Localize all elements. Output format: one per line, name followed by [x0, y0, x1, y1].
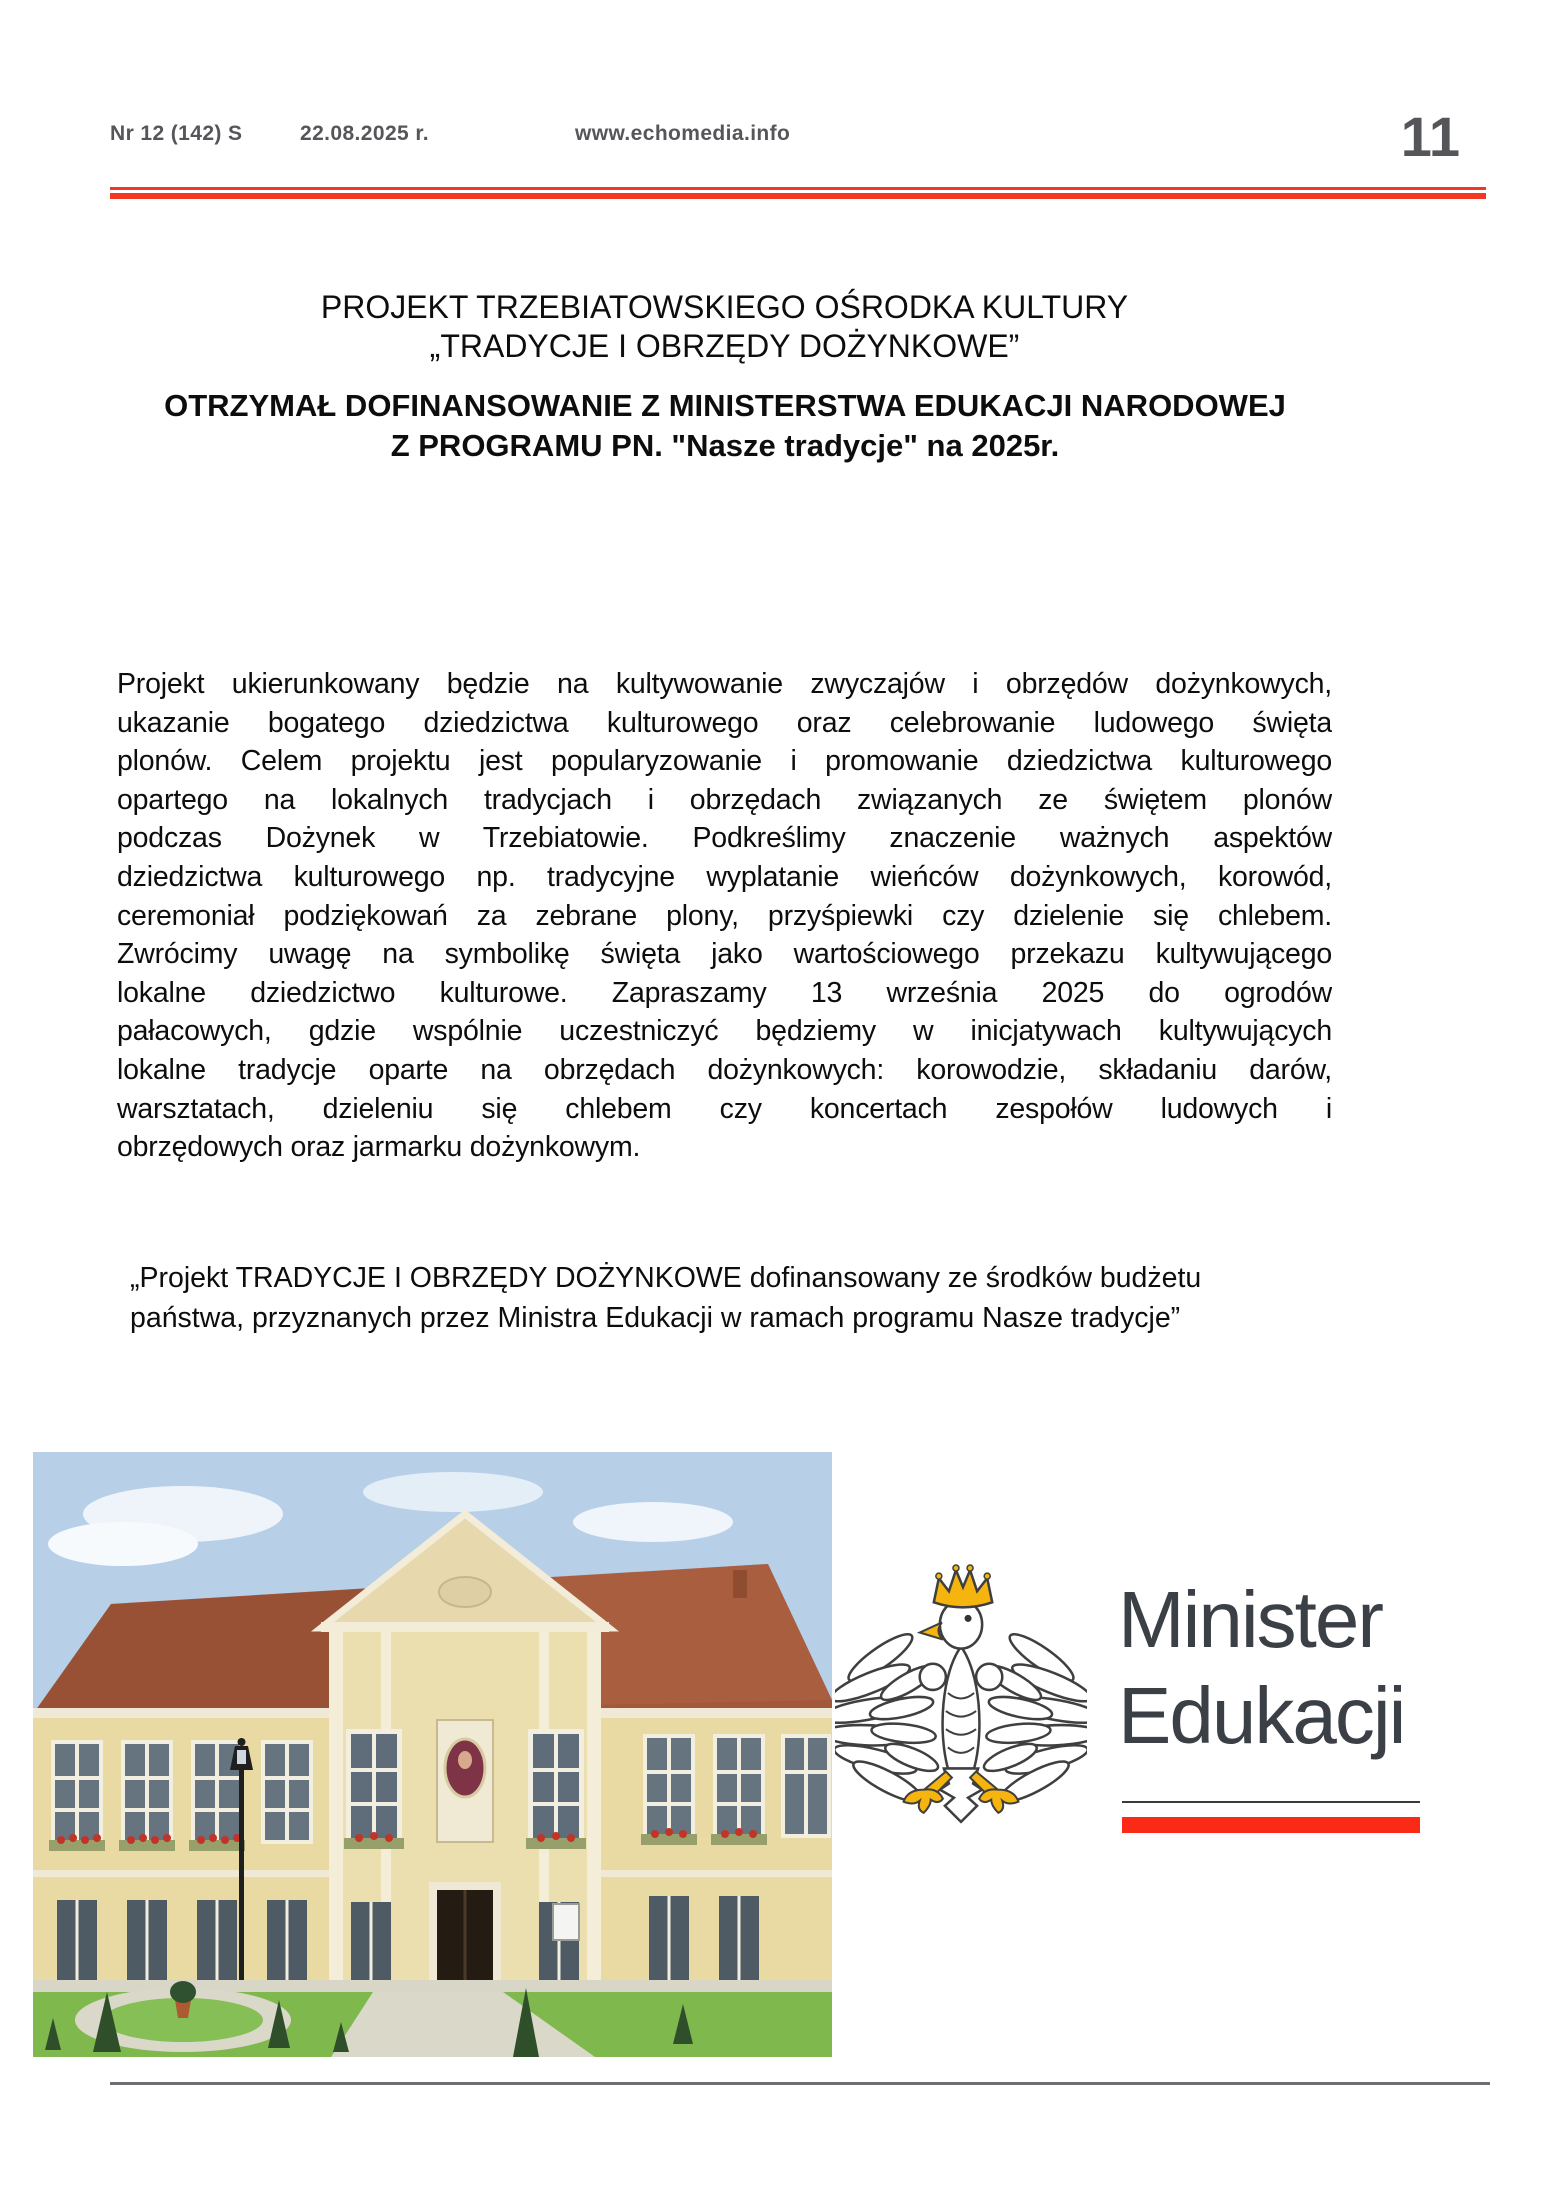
palace-photo-illustration	[33, 1452, 832, 2057]
body-line: opartego na lokalnych tradycjach i obrzędach związanych ze świętem plonów	[117, 783, 1332, 816]
body-line: podczas Dożynek w Trzebiatowie. Podkreślimy znaczenie ważnych aspektów	[117, 822, 1332, 855]
issue-number: Nr 12 (142) S	[110, 122, 243, 145]
ministry-logo	[835, 1560, 1455, 1840]
body-line: dziedzictwa kulturowego np. tradycyjne wyplatanie wieńców dożynkowych, korowód,	[117, 860, 1332, 893]
title-line-2: „TRADYCJE I OBRZĘDY DOŻYNKOWE”	[429, 328, 1020, 364]
bottom-rule	[110, 2082, 1490, 2085]
website-url: www.echomedia.info	[575, 122, 791, 145]
palace-garden-photo	[33, 1452, 832, 2057]
logo-red-bar	[1122, 1817, 1420, 1833]
red-separator-thick	[110, 193, 1486, 199]
quote-line-2: państwa, przyznanych przez Ministra Edukacji w ramach programu Nasze tradycje”	[130, 1302, 1181, 1334]
title-line-1: PROJEKT TRZEBIATOWSKIEGO OŚRODKA KULTURY	[320, 289, 1129, 325]
body-line: lokalne dziedzictwo kulturowe. Zapraszamy 13 września 2025 do ogrodów	[117, 976, 1332, 1009]
ministry-name-line-1: Minister	[1118, 1575, 1383, 1664]
logo-divider-line	[1122, 1801, 1420, 1803]
body-line: obrzędowych oraz jarmarku dożynkowym.	[117, 1131, 641, 1164]
body-line: Zwrócimy uwagę na symbolikę święta jako wartościowego przekazu kultywującego	[117, 938, 1332, 971]
red-separator-thin	[110, 187, 1486, 190]
article-body	[117, 665, 1332, 1167]
polish-eagle-emblem-icon	[835, 1560, 1087, 1838]
subtitle-line-2: Z PROGRAMU PN. "Nasze tradycje" na 2025r.	[390, 428, 1060, 463]
body-line: warsztatach, dzieleniu się chlebem czy koncertach zespołów ludowych i	[117, 1092, 1332, 1125]
article-subtitle	[75, 386, 1375, 466]
body-line: ukazanie bogatego dziedzictwa kulturowego oraz celebrowanie ludowego święta	[117, 706, 1332, 739]
ministry-name	[1118, 1572, 1404, 1764]
page-number: 11	[1400, 105, 1460, 168]
publication-date: 22.08.2025 r.	[300, 122, 429, 145]
quote-line-1: „Projekt TRADYCJE I OBRZĘDY DOŻYNKOWE dofinansowany ze środków budżetu	[130, 1262, 1202, 1294]
portrait-medallion	[437, 1720, 493, 1842]
ministry-name-line-2: Edukacji	[1118, 1671, 1405, 1760]
article-quote	[130, 1258, 1201, 1338]
body-line: lokalne tradycje oparte na obrzędach dożynkowych: korowodzie, składaniu darów,	[117, 1053, 1332, 1086]
body-line: pałacowych, gdzie wspólnie uczestniczyć będziemy w inicjatywach kultywujących	[117, 1015, 1332, 1048]
article-title	[117, 288, 1332, 366]
subtitle-line-1: OTRZYMAŁ DOFINANSOWANIE Z MINISTERSTWA EDUKACJI NARODOWEJ	[164, 388, 1286, 423]
body-line: plonów. Celem projektu jest popularyzowanie i promowanie dziedzictwa kulturowego	[117, 745, 1332, 778]
body-line: ceremoniał podziękowań za zebrane plony, przyśpiewki czy dzielenie się chlebem.	[117, 899, 1332, 932]
body-line: Projekt ukierunkowany będzie na kultywowanie zwyczajów i obrzędów dożynkowych,	[117, 668, 1332, 700]
